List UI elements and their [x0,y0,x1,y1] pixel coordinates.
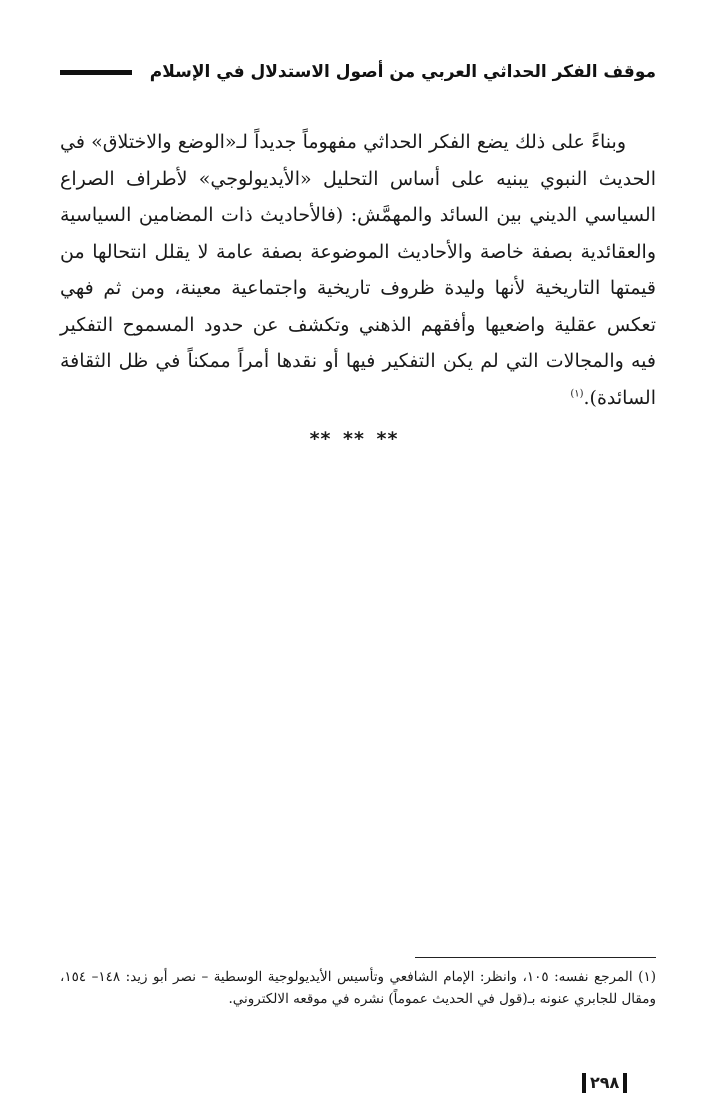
body-paragraph-text: وبناءً على ذلك يضع الفكر الحداثي مفهوماً جديداً لـ«الوضع والاختلاق» في الحديث النبوي يبنيه على أساس التحليل «الأيديولوجي» لأطراف الصراع السياسي الديني بين السائد والمهمَّش: (فالأحاديث ذات المضامين السياسية والعقائدية بصفة خاصة والأحاديث الموضوعة بصفة عامة لا يقلل انتحالها من قيمتها التاريخية لأنها وليدة ظروف تاريخية واجتماعية معينة، ومن ثم فهي تعكس عقلية واضعيها وأفقهم الذهني وتكشف عن حدود المسموح التفكير فيه والمجالات التي لم يكن التفكير فيها أو نقدها أمراً ممكناً في ظل الثقافة السائدة). [60,131,656,409]
page-number-box [582,1073,627,1093]
page-number: ٢٩٨ [590,1073,620,1092]
running-header-title: موقف الفكر الحداثي العربي من أصول الاستدلال في الإسلام [149,62,656,82]
footnote-1: (١) المرجع نفسه: ١٠٥، وانظر: الإمام الشافعي وتأسيس الأيديولوجية الوسطية – نصر أبو زيد: ١٤٨– ١٥٤، ومقال للجابري عنونه بـ(قول في الحديث عموماً) نشره في موقعه الالكتروني. [60,969,656,1007]
section-separator: ** ** ** [309,428,399,450]
footnote-reference: (١) [570,388,584,400]
footnote-rule [415,957,656,958]
main-text [60,124,656,416]
footnotes [60,966,656,1010]
running-header [60,58,656,86]
body-paragraph [60,124,656,416]
page-number-bar-right [623,1073,627,1093]
header-rule [60,70,132,75]
